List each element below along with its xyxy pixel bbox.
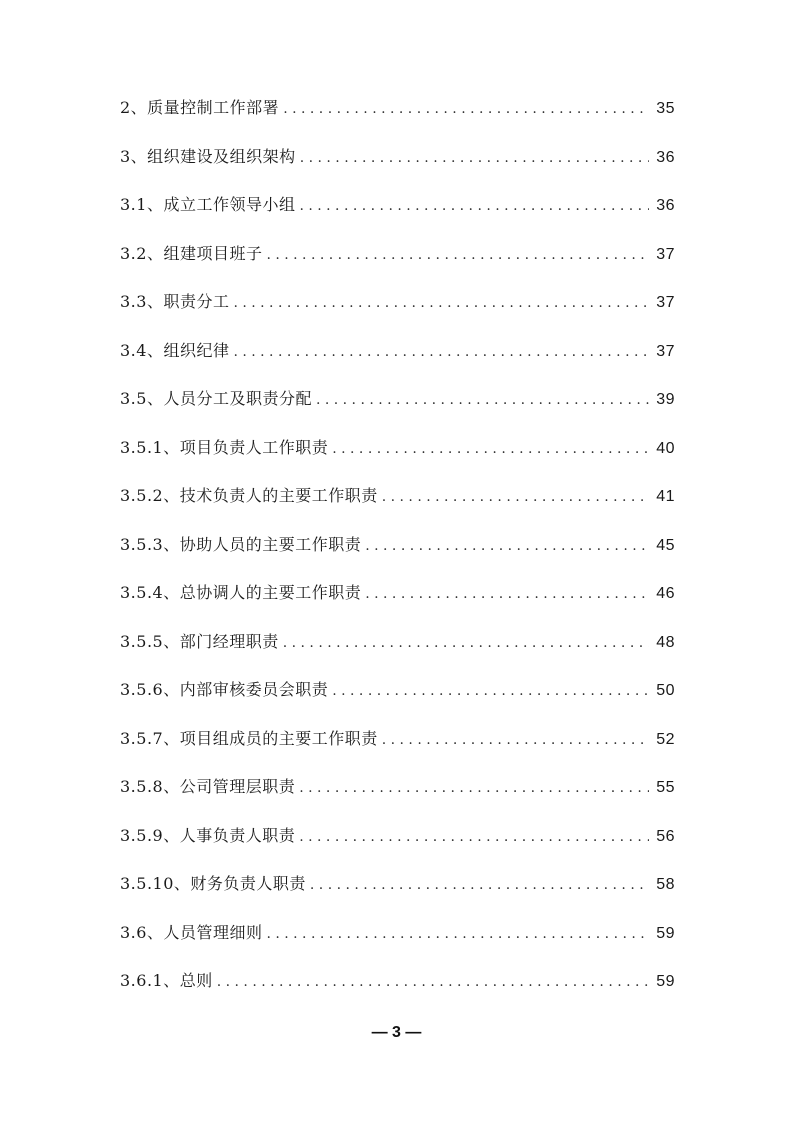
toc-entry[interactable]	[120, 385, 675, 434]
toc-entry[interactable]	[120, 143, 675, 192]
toc-entry[interactable]	[120, 822, 675, 871]
toc-entry-page: 35	[656, 100, 675, 117]
toc-entry-title: 2、质量控制工作部署	[120, 98, 280, 117]
toc-entry-page: 37	[656, 294, 675, 311]
toc-entry-title: 3.5.6、内部审核委员会职责	[120, 680, 329, 699]
toc-entry[interactable]	[120, 870, 675, 919]
toc-leader-dots	[365, 532, 649, 560]
toc-leader-dots	[316, 386, 649, 414]
toc-entry-title: 3.5.7、项目组成员的主要工作职责	[120, 728, 378, 748]
toc-leader-dots	[332, 677, 649, 705]
toc-entry-page: 59	[656, 924, 675, 942]
toc-leader-dots	[382, 483, 649, 511]
page-number: — 3 —	[371, 1024, 422, 1041]
toc-entry-page: 36	[656, 148, 675, 166]
toc-entry-title: 3.5.2、技术负责人的主要工作职责	[120, 486, 378, 505]
toc-entry[interactable]	[120, 725, 675, 774]
toc-entry[interactable]	[120, 676, 675, 725]
toc-entry[interactable]	[120, 919, 675, 968]
toc-entry-title: 3.3、职责分工	[120, 292, 230, 311]
toc-leader-dots	[332, 435, 649, 463]
toc-entry-page: 37	[656, 245, 675, 263]
toc-leader-dots	[365, 580, 649, 608]
toc-entry-title: 3.2、组建项目班子	[120, 243, 263, 263]
toc-entry-title: 3.6、人员管理细则	[120, 922, 263, 942]
toc-entry-page: 39	[656, 391, 675, 408]
toc-entry[interactable]	[120, 482, 675, 531]
toc-entry-page: 41	[656, 488, 675, 505]
toc-entry[interactable]	[120, 434, 675, 483]
toc-entry[interactable]	[120, 773, 675, 822]
toc-entry-title: 3.5.8、公司管理层职责	[120, 777, 296, 796]
toc-entry[interactable]	[120, 288, 675, 337]
toc-entry-page: 37	[656, 342, 675, 360]
toc-leader-dots	[266, 920, 649, 948]
toc-leader-dots	[283, 95, 649, 123]
toc-entry-title: 3.5.1、项目负责人工作职责	[120, 437, 329, 457]
toc-entry-title: 3.5.10、财务负责人职责	[120, 874, 306, 893]
toc-entry[interactable]	[120, 531, 675, 580]
toc-leader-dots	[217, 968, 649, 996]
toc-leader-dots	[266, 241, 649, 269]
toc-leader-dots	[233, 289, 649, 317]
toc-leader-dots	[283, 629, 649, 657]
toc-entry-title: 3、组织建设及组织架构	[120, 146, 296, 166]
toc-entry-page: 52	[656, 730, 675, 748]
toc-entry-title: 3.5.4、总协调人的主要工作职责	[120, 583, 362, 602]
toc-entry-title: 3.5.3、协助人员的主要工作职责	[120, 534, 362, 554]
toc-entry-page: 36	[656, 197, 675, 214]
toc-entry-title: 3.5.9、人事负责人职责	[120, 825, 296, 845]
toc-entry-page: 45	[656, 536, 675, 554]
toc-entry-page: 48	[656, 633, 675, 651]
toc-entry-title: 3.5.5、部门经理职责	[120, 631, 279, 651]
toc-leader-dots	[299, 823, 649, 851]
toc-entry[interactable]	[120, 628, 675, 677]
toc-leader-dots	[310, 871, 649, 899]
toc-entry-page: 40	[656, 439, 675, 457]
toc-entry-title: 3.6.1、总则	[120, 971, 213, 990]
toc-entry-page: 55	[656, 779, 675, 796]
toc-entry-page: 56	[656, 827, 675, 845]
toc-leader-dots	[382, 726, 649, 754]
toc-entry-page: 59	[656, 973, 675, 990]
toc-leader-dots	[233, 338, 649, 366]
toc-entry-title: 3.5、人员分工及职责分配	[120, 389, 312, 408]
toc-entry-title: 3.1、成立工作领导小组	[120, 195, 296, 214]
toc-leader-dots	[299, 192, 649, 220]
toc-entry[interactable]	[120, 240, 675, 289]
toc-entry-page: 46	[656, 585, 675, 602]
toc-entry[interactable]	[120, 191, 675, 240]
toc-entry-title: 3.4、组织纪律	[120, 340, 230, 360]
table-of-contents	[120, 94, 675, 1016]
toc-leader-dots	[300, 144, 649, 172]
toc-entry[interactable]	[120, 337, 675, 386]
toc-entry[interactable]	[120, 967, 675, 1016]
toc-entry[interactable]	[120, 579, 675, 628]
toc-leader-dots	[299, 774, 649, 802]
toc-entry-page: 58	[656, 876, 675, 893]
toc-entry[interactable]	[120, 94, 675, 143]
toc-entry-page: 50	[656, 682, 675, 699]
